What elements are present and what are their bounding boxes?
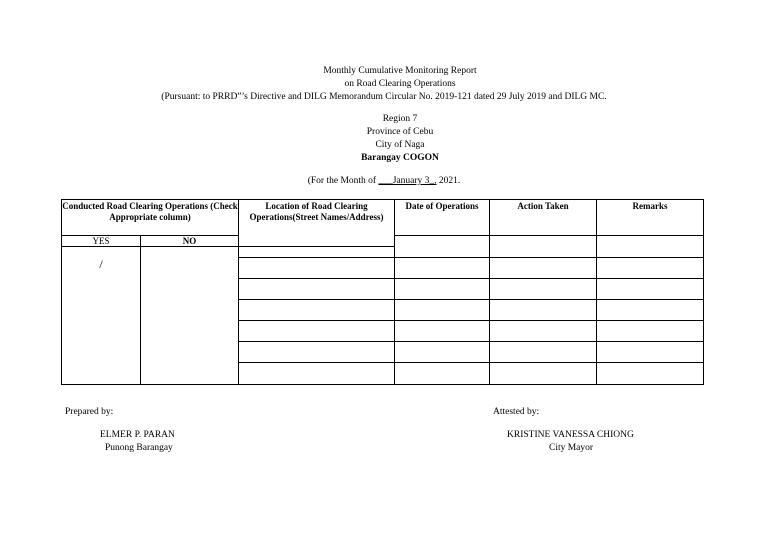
prepared-by-label: Prepared by: bbox=[65, 407, 114, 417]
remarks-cell bbox=[597, 321, 704, 342]
date-cell bbox=[395, 342, 490, 363]
action-cell bbox=[490, 321, 597, 342]
region-label: Region 7 bbox=[382, 114, 418, 124]
month-line bbox=[0, 176, 768, 186]
yes-check-mark: / bbox=[99, 257, 103, 271]
month-prefix: (For the Month of bbox=[307, 176, 379, 186]
header-remarks: Remarks bbox=[597, 200, 704, 236]
remarks-cell bbox=[597, 279, 704, 300]
location-cell bbox=[239, 279, 395, 300]
report-title-line1: Monthly Cumulative Monitoring Report bbox=[323, 66, 477, 76]
city-label: City of Naga bbox=[375, 140, 425, 150]
no-cell bbox=[141, 247, 239, 385]
header-location: Location of Road Clearing Operations(Street Names/Address) bbox=[239, 200, 395, 247]
subheader-yes: YES bbox=[62, 236, 141, 247]
action-cell bbox=[490, 300, 597, 321]
month-value: ___January 3_, bbox=[378, 176, 437, 186]
date-cell bbox=[395, 363, 490, 385]
header-action: Action Taken bbox=[490, 200, 597, 236]
prepared-by-title: Punong Barangay bbox=[105, 443, 173, 453]
date-cell bbox=[395, 321, 490, 342]
action-cell bbox=[490, 363, 597, 385]
attested-by-name: KRISTINE VANESSA CHIONG bbox=[507, 430, 634, 440]
remarks-cell bbox=[597, 300, 704, 321]
location-cell bbox=[239, 247, 395, 258]
attested-by-label: Attested by: bbox=[493, 407, 540, 417]
header-conducted: Conducted Road Clearing Operations (Check Appropriate column) bbox=[62, 200, 239, 236]
remarks-cell bbox=[597, 342, 704, 363]
yes-cell bbox=[62, 247, 141, 385]
prepared-by-name: ELMER P. PARAN bbox=[100, 430, 175, 440]
location-cell bbox=[239, 300, 395, 321]
header-date: Date of Operations bbox=[395, 200, 490, 236]
report-title-line3: (Pursuant: to PRRD”’s Directive and DILG Memorandum Circular No. 2019-121 dated 29 July 2019 and DILG MC. bbox=[161, 92, 607, 102]
date-cell bbox=[395, 258, 490, 279]
date-cell bbox=[395, 236, 490, 258]
location-cell bbox=[239, 258, 395, 279]
date-cell bbox=[395, 279, 490, 300]
remarks-cell bbox=[597, 363, 704, 385]
remarks-cell bbox=[597, 236, 704, 258]
location-cell bbox=[239, 321, 395, 342]
report-table bbox=[61, 199, 704, 385]
province-label: Province of Cebu bbox=[366, 127, 434, 137]
action-cell bbox=[490, 279, 597, 300]
month-suffix: 2021. bbox=[436, 176, 461, 186]
barangay-label: Barangay COGON bbox=[361, 153, 439, 163]
action-cell bbox=[490, 342, 597, 363]
location-cell bbox=[239, 363, 395, 385]
date-cell bbox=[395, 300, 490, 321]
location-cell bbox=[239, 342, 395, 363]
remarks-cell bbox=[597, 258, 704, 279]
action-cell bbox=[490, 258, 597, 279]
report-title-line2: on Road Clearing Operations bbox=[344, 79, 456, 89]
subheader-no: NO bbox=[141, 236, 239, 247]
attested-by-title: City Mayor bbox=[549, 443, 594, 453]
action-cell bbox=[490, 236, 597, 258]
